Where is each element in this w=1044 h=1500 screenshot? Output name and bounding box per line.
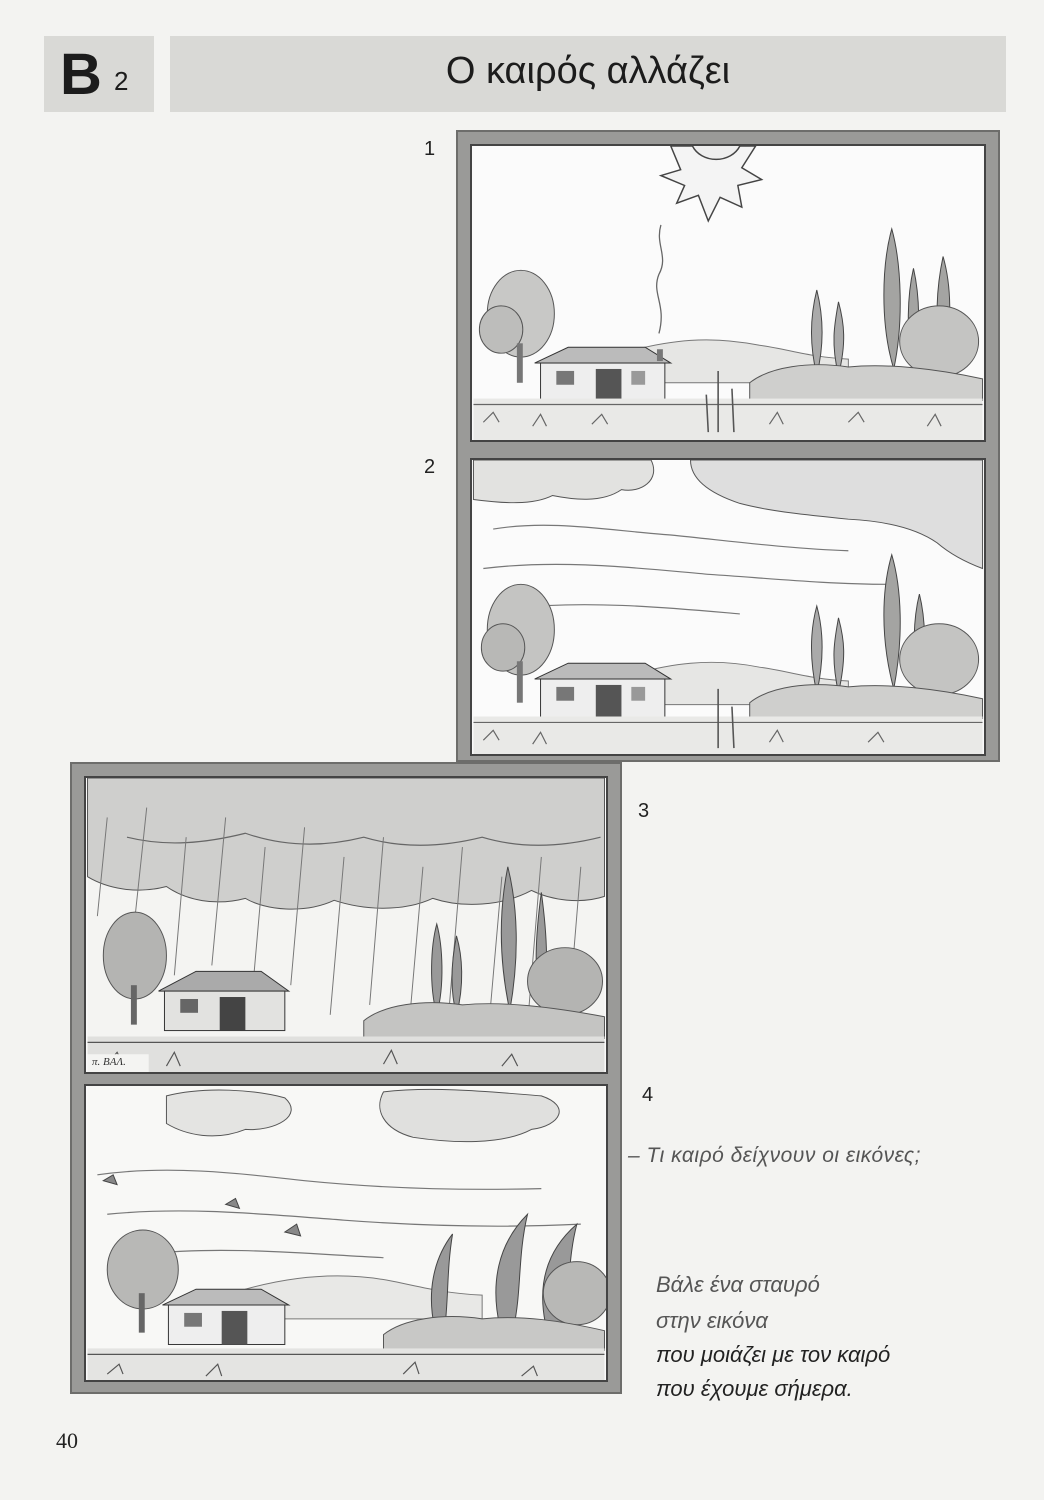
artist-signature: π. ΒΑΛ. [92, 1056, 126, 1068]
panel-number-1: 1 [424, 138, 436, 160]
instruction-line-3: που μοιάζει με τον καιρό [656, 1342, 891, 1367]
panel-number-4: 4 [642, 1084, 654, 1106]
section-letter: B [60, 42, 102, 107]
section-number: 2 [114, 66, 129, 96]
weather-picture-windy[interactable] [84, 1084, 608, 1382]
instruction-line-1: Βάλε ένα σταυρό [656, 1272, 820, 1297]
weather-picture-sunny[interactable] [470, 144, 986, 442]
page-number: 40 [56, 1428, 78, 1453]
panel-number-3: 3 [638, 800, 650, 822]
instruction-line-4: που έχουμε σήμερα. [656, 1376, 853, 1401]
instruction-line-2: στην εικόνα [656, 1308, 768, 1333]
weather-picture-cloudy[interactable] [470, 458, 986, 756]
sunny-landscape-illustration [472, 146, 984, 440]
rainy-landscape-illustration [86, 778, 606, 1072]
weather-picture-rainy[interactable] [84, 776, 608, 1074]
section-badge [44, 36, 154, 112]
windy-landscape-illustration [86, 1086, 606, 1380]
cloudy-landscape-illustration [472, 460, 984, 754]
panel-number-2: 2 [424, 456, 436, 478]
title-bar [170, 36, 1006, 112]
page-title: Ο καιρός αλλάζει [445, 50, 731, 92]
question-text: – Τι καιρό δείχνουν οι εικόνες; [628, 1144, 921, 1167]
